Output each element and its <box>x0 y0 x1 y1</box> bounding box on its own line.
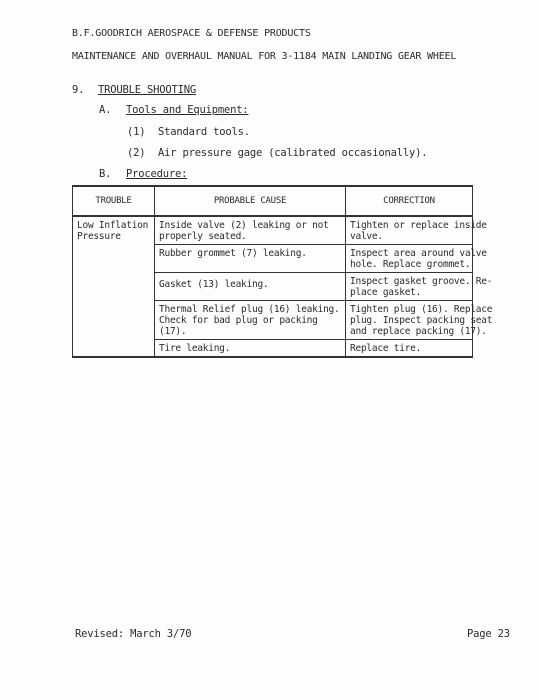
cause-line: Thermal Relief plug (16) leaking. <box>159 304 340 315</box>
cause-cell <box>155 245 346 273</box>
cause-line: Gasket (13) leaking. <box>159 279 269 290</box>
cause-line: Tire leaking. <box>159 343 231 354</box>
cause-line: Rubber grommet (7) leaking. <box>159 248 307 259</box>
item-1-number: (1) <box>127 126 146 138</box>
item-1-text: Standard tools. <box>158 126 250 138</box>
trouble-line: Pressure <box>77 231 121 242</box>
manual-title: MAINTENANCE AND OVERHAUL MANUAL FOR 3-1184 MAIN LANDING GEAR WHEEL <box>72 51 457 62</box>
correction-cell <box>346 245 487 273</box>
correction-line: valve. <box>350 231 383 242</box>
subsection-b-letter: B. <box>99 168 112 180</box>
correction-cell <box>346 340 473 358</box>
cause-cell <box>155 273 346 301</box>
correction-line: Tighten or replace inside <box>350 220 487 231</box>
page-number: Page 23 <box>467 628 510 640</box>
cause-line: Check for bad plug or packing <box>159 315 318 326</box>
correction-line: Replace tire. <box>350 343 422 354</box>
cause-cell <box>155 301 346 340</box>
cause-line: Inside valve (2) leaking or not <box>159 220 329 231</box>
correction-line: Tighten plug (16). Replace <box>350 304 493 315</box>
correction-line: and replace packing (17). <box>350 326 487 337</box>
cause-cell <box>155 340 346 358</box>
correction-cell <box>346 273 493 301</box>
table-row <box>73 216 473 245</box>
subsection-b-title: Procedure: <box>126 168 188 180</box>
header-trouble: TROUBLE <box>73 186 155 216</box>
revised-date: Revised: March 3/70 <box>75 628 192 640</box>
header-probable-cause: PROBABLE CAUSE <box>155 186 346 216</box>
correction-line: Inspect gasket groove. Re- <box>350 276 493 287</box>
subsection-a-title: Tools and Equipment: <box>126 104 249 116</box>
header-correction: CORRECTION <box>346 186 473 216</box>
subsection-a-letter: A. <box>99 104 112 116</box>
correction-line: Inspect area around valve <box>350 248 487 259</box>
trouble-cell <box>73 216 155 357</box>
correction-line: hole. Replace grommet. <box>350 259 471 270</box>
company-header: B.F.GOODRICH AEROSPACE & DEFENSE PRODUCTS <box>72 28 311 39</box>
correction-line: place gasket. <box>350 287 422 298</box>
trouble-line: Low Inflation <box>77 220 149 231</box>
correction-cell <box>346 301 493 340</box>
section-title: TROUBLE SHOOTING <box>98 84 196 96</box>
correction-line: plug. Inspect packing seat <box>350 315 493 326</box>
cause-line: (17). <box>159 326 187 337</box>
cause-line: properly seated. <box>159 231 247 242</box>
item-2-text: Air pressure gage (calibrated occasionally). <box>158 147 428 159</box>
section-number: 9. <box>72 84 85 96</box>
cause-cell <box>155 216 346 245</box>
correction-cell <box>346 216 487 245</box>
item-2-number: (2) <box>127 147 146 159</box>
trouble-shooting-table <box>72 185 493 358</box>
table-header-row <box>73 186 473 216</box>
